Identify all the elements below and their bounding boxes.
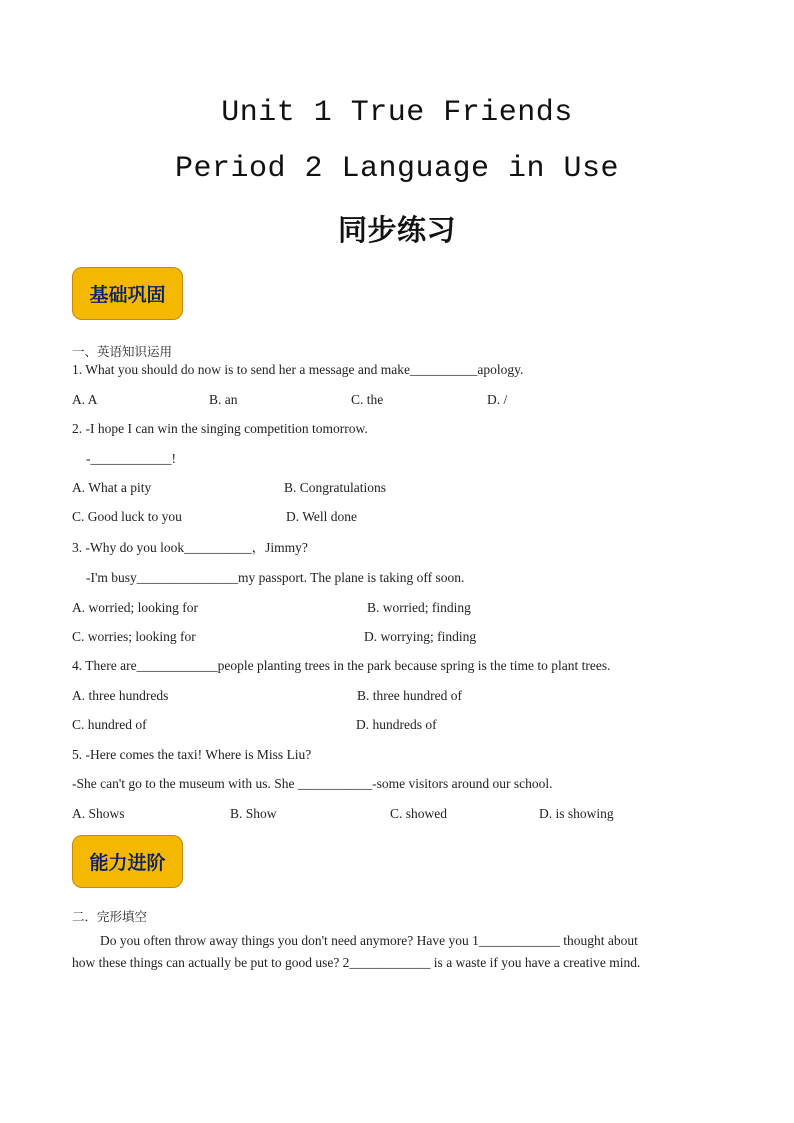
q5-option-a: A. Shows bbox=[72, 806, 125, 821]
q1-option-d: D. / bbox=[487, 392, 508, 407]
passage-line-2: how these things can actually be put to good use? 2____________ is a waste if you have a creative mind. bbox=[72, 955, 641, 970]
q1-stem: 1. What you should do now is to send her a message and make__________apology. bbox=[72, 362, 524, 377]
q5-option-b: B. Show bbox=[230, 806, 277, 821]
q3-option-d: D. worrying; finding bbox=[364, 629, 477, 644]
q3-option-b: B. worried; finding bbox=[367, 600, 471, 615]
section-2-heading: 二．完形填空 bbox=[72, 909, 148, 924]
q4-option-c: C. hundred of bbox=[72, 717, 147, 732]
q1-option-c: C. the bbox=[351, 392, 384, 407]
q2-reply: -____________! bbox=[86, 451, 176, 466]
passage-line-1: Do you often throw away things you don't need anymore? Have you 1____________ thought about bbox=[100, 933, 638, 948]
q3-option-a: A. worried; looking for bbox=[72, 600, 198, 615]
q1-option-a: A. A bbox=[72, 392, 98, 407]
q4-option-b: B. three hundred of bbox=[357, 688, 462, 703]
badge-advanced: 能力进阶 bbox=[72, 835, 183, 888]
q3-reply: -I'm busy_______________my passport. The plane is taking off soon. bbox=[86, 570, 465, 585]
q3-option-c: C. worries; looking for bbox=[72, 629, 196, 644]
badge-basic: 基础巩固 bbox=[72, 267, 183, 320]
q5-stem: 5. -Here comes the taxi! Where is Miss Liu? bbox=[72, 747, 312, 762]
q4-option-a: A. three hundreds bbox=[72, 688, 169, 703]
title-line-1: Unit 1 True Friends bbox=[221, 96, 573, 130]
q3-stem: 3. -Why do you look__________，Jimmy? bbox=[72, 540, 308, 555]
q2-stem: 2. -I hope I can win the singing competition tomorrow. bbox=[72, 421, 368, 436]
q1-option-b: B. an bbox=[209, 392, 238, 407]
title-line-3: 同步练习 bbox=[337, 213, 456, 247]
q5-reply: -She can't go to the museum with us. She ___________-some visitors around our school. bbox=[72, 776, 553, 791]
q5-option-d: D. is showing bbox=[539, 806, 614, 821]
q5-option-c: C. showed bbox=[390, 806, 447, 821]
q4-stem: 4. There are____________people planting trees in the park because spring is the time to plant trees. bbox=[72, 658, 611, 673]
q2-option-a: A. What a pity bbox=[72, 480, 152, 495]
q4-option-d: D. hundreds of bbox=[356, 717, 437, 732]
q2-option-c: C. Good luck to you bbox=[72, 509, 182, 524]
q2-option-d: D. Well done bbox=[286, 509, 358, 524]
q2-option-b: B. Congratulations bbox=[284, 480, 386, 495]
title-line-2: Period 2 Language in Use bbox=[174, 152, 620, 186]
section-1-heading: 一、英语知识运用 bbox=[72, 344, 173, 359]
